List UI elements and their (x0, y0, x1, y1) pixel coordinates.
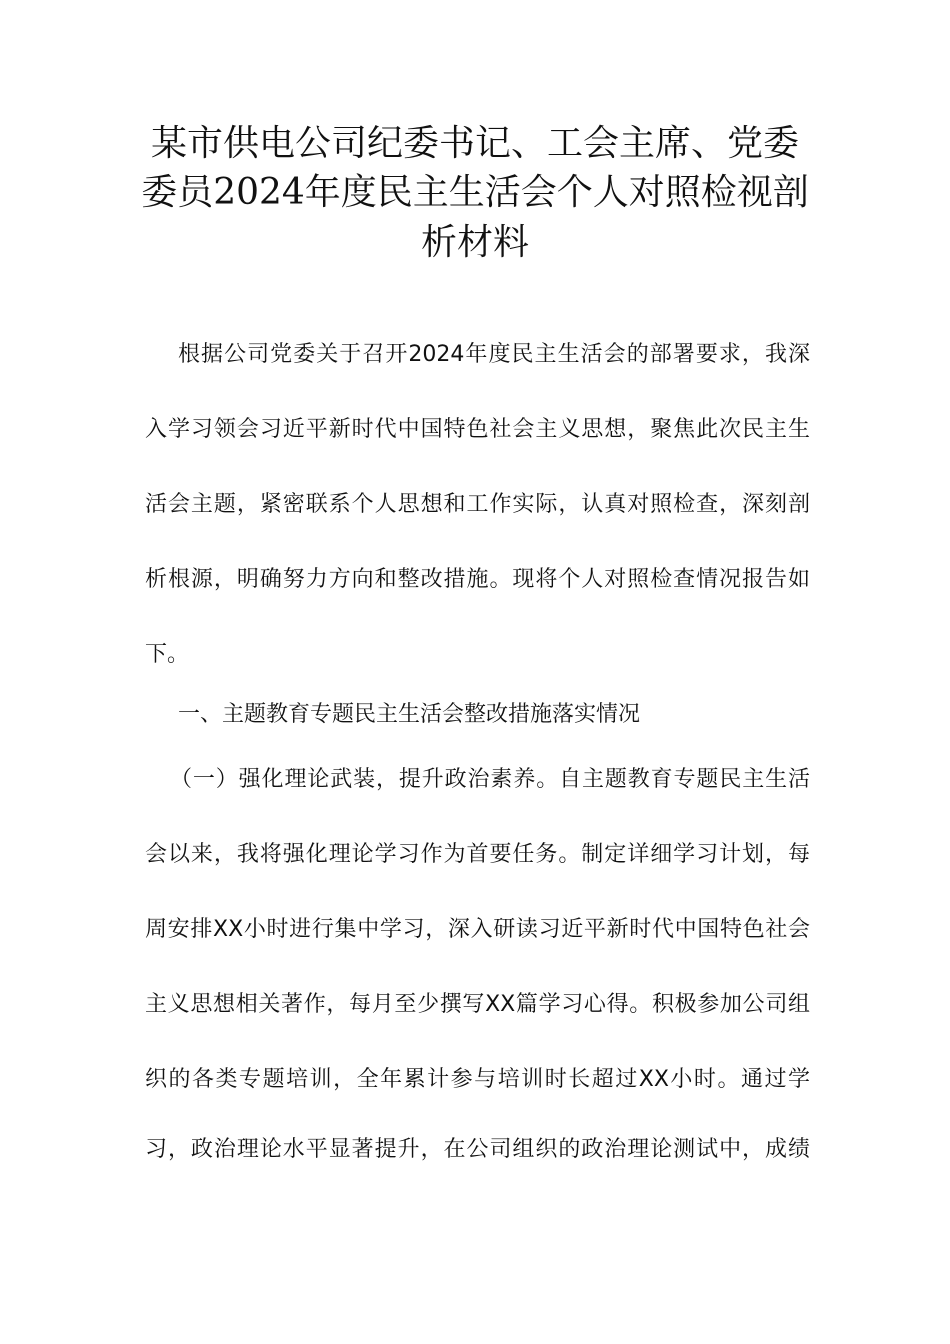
paragraph-line: 会以来，我将强化理论学习作为首要任务。制定详细学习计划，每 (145, 842, 810, 867)
paragraph-line: 习，政治理论水平显著提升，在公司组织的政治理论测试中，成绩 (145, 1137, 810, 1162)
document-title-line: 某市供电公司纪委书记、工会主席、党委 (150, 123, 799, 164)
document-title-line: 析材料 (420, 222, 529, 263)
paragraph-line: 下。 (145, 642, 190, 667)
paragraph-line: 活会主题，紧密联系个人思想和工作实际，认真对照检查，深刻剖 (145, 492, 810, 517)
paragraph-line: 主义思想相关著作，每月至少撰写XX篇学习心得。积极参加公司组 (145, 992, 810, 1017)
paragraph-line: 周安排XX小时进行集中学习，深入研读习近平新时代中国特色社会 (145, 917, 810, 942)
paragraph-line: 根据公司党委关于召开2024年度民主生活会的部署要求，我深 (178, 342, 810, 367)
paragraph-line: 析根源，明确努力方向和整改措施。现将个人对照检查情况报告如 (145, 567, 810, 592)
paragraph-line: 入学习领会习近平新时代中国特色社会主义思想，聚焦此次民主生 (145, 417, 810, 442)
document-title-line: 委员2024年度民主生活会个人对照检视剖 (141, 172, 809, 213)
paragraph-line: （一）强化理论武装，提升政治素养。自主题教育专题民主生活 (170, 767, 810, 792)
section-heading: 一、主题教育专题民主生活会整改措施落实情况 (178, 702, 641, 727)
paragraph-line: 织的各类专题培训，全年累计参与培训时长超过XX小时。通过学 (145, 1067, 810, 1092)
